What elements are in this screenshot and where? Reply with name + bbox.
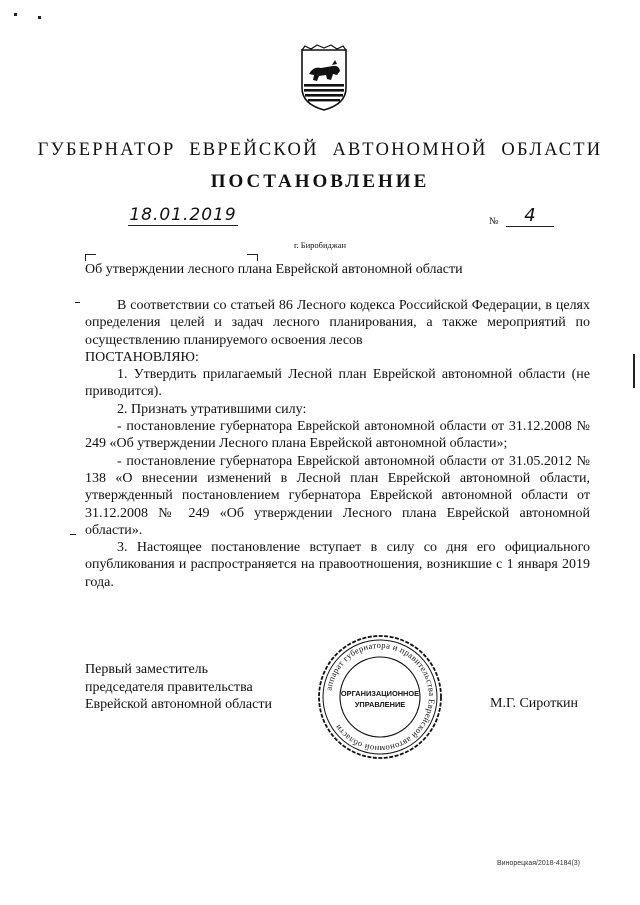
coat-of-arms-emblem — [299, 44, 349, 112]
signatory-name: М.Г. Сироткин — [490, 696, 579, 711]
margin-mark — [633, 354, 635, 388]
document-body — [85, 297, 590, 591]
document-type-title: ПОСТАНОВЛЕНИЕ — [210, 171, 430, 192]
resolve-line: ПОСТАНОВЛЯЮ: — [85, 349, 199, 365]
stamp-center-line: ОРГАНИЗАЦИОННОЕ — [340, 689, 420, 698]
issuing-city: г. Биробиджан — [293, 240, 347, 250]
stamp-outer-text: аппарат губернатора и правительства Еврейской автономной области — [323, 639, 438, 755]
corner-mark-right — [247, 254, 258, 261]
document-number: 4 — [506, 205, 554, 227]
corner-mark-left — [85, 254, 96, 261]
item-2a: - постановление губернатора Еврейской автономной области от 31.12.2008 № 249 «Об утверждении Лесного плана Еврейской автономной области»; — [85, 419, 590, 452]
number-label: № — [489, 216, 499, 227]
issuing-authority: ГУБЕРНАТОР ЕВРЕЙСКОЙ АВТОНОМНОЙ ОБЛАСТИ — [37, 140, 603, 160]
stamp-center-line: УПРАВЛЕНИЕ — [354, 700, 406, 709]
item-2: 2. Признать утратившими силу: — [117, 401, 307, 417]
document-subject: Об утверждении лесного плана Еврейской автономной области — [85, 262, 463, 277]
item-1: 1. Утвердить прилагаемый Лесной план Еврейской автономной области (не приводится). — [85, 367, 590, 400]
item-2b: - постановление губернатора Еврейской автономной области от 31.05.2012 № 138 «О внесении изменений в Лесной план Еврейской автономной области, утвержденный постановлением губернатора Еврейской автономной области от 31.12.2008 № 249 «Об утверждении Лесного плана Еврейской автономной области». — [85, 453, 590, 538]
footer-registration-code: Винорецкая/2018-4184(3) — [497, 860, 581, 867]
preamble-paragraph: В соответствии со статьей 86 Лесного кодекса Российской Федерации, в целях определения целей и задач лесного планирования, а также мероприятий по осуществлению планируемого освоения лесов — [85, 298, 590, 348]
signatory-title — [85, 661, 272, 714]
item-3: 3. Настоящее постановление вступает в силу со дня его официального опубликования и распространяется на правоотношения, возникшие с 1 января 2019 года. — [85, 540, 590, 590]
scan-speck — [14, 13, 17, 16]
signatory-title-line: Первый заместитель — [85, 662, 209, 677]
margin-mark — [75, 302, 80, 303]
margin-mark — [70, 534, 76, 535]
official-stamp — [316, 633, 444, 761]
signatory-title-line: председателя правительства — [85, 679, 253, 695]
scan-speck — [38, 16, 41, 19]
document-date: 18.01.2019 — [129, 205, 237, 225]
signatory-title-line: Еврейской автономной области — [85, 697, 272, 712]
